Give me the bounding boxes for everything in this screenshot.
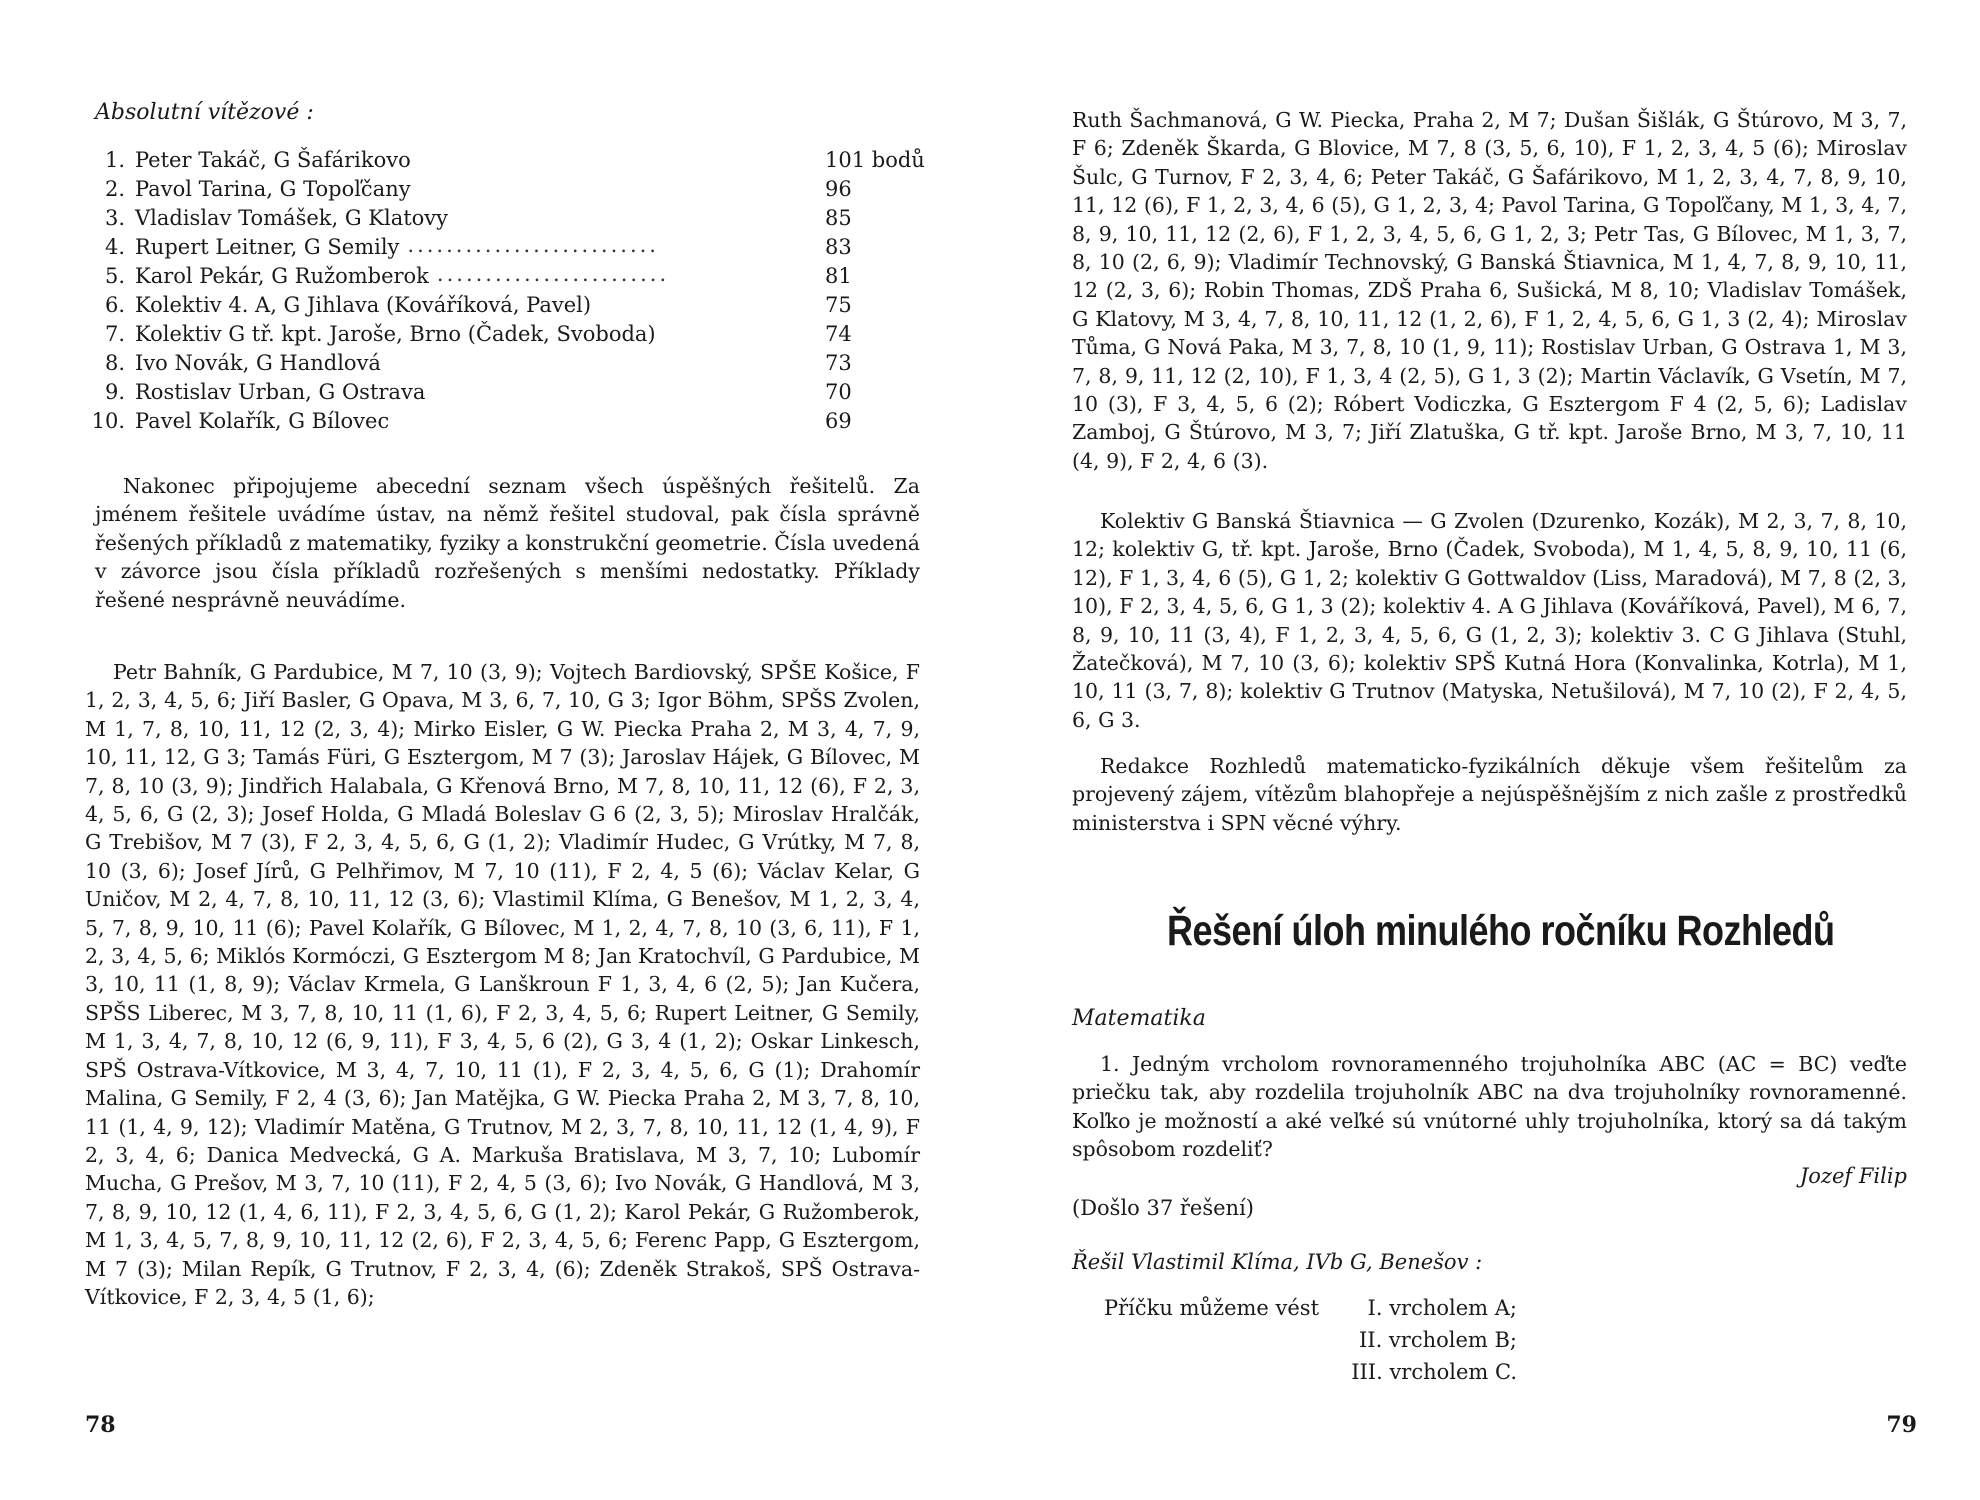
- winner-row: [85, 175, 925, 204]
- winner-row: [85, 320, 925, 349]
- winner-rank: 1.: [104, 148, 125, 172]
- winner-name: Karol Pekár, G Ružomberok: [135, 264, 429, 288]
- collectives-paragraph: Kolektiv G Banská Štiavnica — G Zvolen (Dzurenko, Kozák), M 2, 3, 7, 8, 10, 12; kolektiv G, tř. kpt. Jaroše, Brno (Čadek, Svoboda), M 1, 4, 5, 8, 9, 10, 11 (6, 12), F 1, 3, 4, 6 (5), G 1, 2; kolektiv G Gottwaldov (Liss, Maradová), M 7, 8 (2, 3, 10), F 2, 3, 4, 5, 6, G 1, 3 (2); kolektiv 4. A G Jihlava (Kováříková, Pavel), M 6, 7, 8, 9, 10, 11 (3, 4), F 1, 2, 3, 4, 5, 6, G (1, 2, 3); kolektiv 3. C G Jihlava (Stuhl, Žatečková), M 7, 10 (3, 6); kolektiv SPŠ Kutná Hora (Konvalinka, Kotrla), M 1, 10, 11 (3, 7, 8); kolektiv G Trutnov (Matyska, Netušilová), M 7, 10 (2), F 2, 4, 5, 6, G 3.: [1072, 509, 1907, 732]
- winner-rank: 2.: [104, 177, 125, 201]
- winners-list: [85, 146, 925, 436]
- winner-score: 75: [825, 293, 852, 317]
- winner-score: 70: [825, 380, 852, 404]
- winner-name: Kolektiv G tř. kpt. Jaroše, Brno (Čadek, Svoboda): [135, 322, 656, 346]
- solved-by: Řešil Vlastimil Klíma, IVb G, Benešov :: [1072, 1250, 1483, 1274]
- winner-row: [85, 233, 925, 262]
- winner-row: [85, 349, 925, 378]
- winner-score: 74: [825, 322, 852, 346]
- winner-leader-dots: ........................: [436, 262, 670, 286]
- problem-statement: 1. Jedným vrcholom rovnoramenného trojuholníka ABC (AC = BC) veďte priečku tak, aby rozdelila trojuholník ABC na dva trojuholníky rovnoramenné. Koľko je možností a aké veľké sú vnútorné uhly trojuholníka, ktorý sa dá takým spôsobom rozdeliť?: [1072, 1052, 1907, 1162]
- winner-rank: 6.: [104, 293, 125, 317]
- solvers-list-left: Petr Bahník, G Pardubice, M 7, 10 (3, 9); Vojtech Bardiovský, SPŠE Košice, F 1, 2, 3, 4, 5, 6; Jiří Basler, G Opava, M 3, 6, 7, 10, G 3; Igor Böhm, SPŠS Zvolen, M 1, 7, 8, 10, 11, 12 (2, 3, 4); Mirko Eisler, G W. Piecka Praha 2, M 3, 4, 7, 9, 10, 11, 12, G 3; Tamás Füri, G Esztergom, M 7 (3); Jaroslav Hájek, G Bílovec, M 7, 8, 10 (3, 9); Jindřich Halabala, G Křenová Brno, M 7, 8, 10, 11, 12 (6), F 2, 3, 4, 5, 6, G (2, 3); Josef Holda, G Mladá Boleslav G 6 (2, 3, 5); Miroslav Hralčák, G Trebišov, M 7 (3), F 2, 3, 4, 5, 6, G (1, 2); Vladimír Hudec, G Vrútky, M 7, 8, 10 (3, 6); Josef Jírů, G Pelhřimov, M 7, 10 (11), F 2, 4, 5 (6); Václav Kelar, G Uničov, M 2, 4, 7, 8, 10, 11, 12 (3, 6); Vlastimil Klíma, G Benešov, M 1, 2, 3, 4, 5, 7, 8, 9, 10, 11 (6); Pavel Kolařík, G Bílovec, M 1, 2, 4, 7, 8, 10 (3, 6, 11), F 1, 2, 3, 4, 5, 6; Miklós Kormóczi, G Esztergom M 8; Jan Kratochvíl, G Pardubice, M 3, 10, 11 (1, 8, 9); Václav Krmela, G Lanškroun F 1, 3, 4, 6 (2, 5); Jan Kučera, SPŠS Liberec, M 3, 7, 8, 10, 11 (1, 6), F 2, 3, 4, 5, 6; Rupert Leitner, G Semily, M 1, 3, 4, 7, 8, 10, 12 (6, 9, 11), F 3, 4, 5, 6 (2), G 3, 4 (1, 2); Oskar Linkesch, SPŠ Ostrava-Vítkovice, M 3, 4, 7, 10, 11 (1), F 2, 3, 4, 5, 6, G (1); Drahomír Malina, G Semily, F 2, 4 (3, 6); Jan Matějka, G W. Piecka Praha 2, M 3, 7, 8, 10, 11 (1, 4, 9, 12); Vladimír Matěna, G Trutnov, M 2, 3, 7, 8, 10, 11, 12 (1, 4, 9), F 2, 3, 4, 6; Danica Medvecká, G A. Markuša Bratislava, M 3, 7, 10; Lubomír Mucha, G Prešov, M 3, 7, 10 (11), F 2, 4, 5 (3, 6); Ivo Novák, G Handlová, M 3, 7, 8, 9, 10, 12 (1, 4, 6, 11), F 2, 3, 4, 5, 6, G (1, 2); Karol Pekár, G Ružomberok, M 1, 3, 4, 5, 7, 8, 9, 10, 11, 12 (2, 6), F 2, 3, 4, 5, 6; Ferenc Papp, G Esztergom, M 7 (3); Milan Repík, G Trutnov, F 2, 3, 4, (6); Zdeněk Strakoš, SPŠ Ostrava-Vítkovice, F 2, 3, 4, 5 (1, 6);: [85, 660, 920, 1309]
- winner-row: [85, 291, 925, 320]
- page-number-left: 78: [85, 1412, 116, 1438]
- problem-author: Jozef Filip: [1799, 1164, 1907, 1188]
- winner-name: Pavol Tarina, G Topoľčany: [135, 177, 411, 201]
- winner-score: 96: [825, 177, 852, 201]
- left-page: [85, 0, 925, 1500]
- subject-heading: Matematika: [1072, 1006, 1206, 1031]
- winner-row: [85, 407, 925, 436]
- cross-options: [1317, 1292, 1517, 1388]
- winner-row: [85, 146, 925, 175]
- winner-score: 101 bodů: [825, 148, 925, 172]
- winner-rank: 3.: [104, 206, 125, 230]
- winner-score: 85: [825, 206, 852, 230]
- winner-name: Ivo Novák, G Handlová: [135, 351, 381, 375]
- cross-option: I. vrcholem A;: [1367, 1296, 1517, 1320]
- section-title: Řešení úloh minulého ročníku Rozhledů: [1167, 906, 1835, 955]
- thanks-paragraph: Redakce Rozhledů matematicko-fyzikálních děkuje všem řešitelům za projevený zájem, vítězům blahopřeje a nejúspěšnějším z nich zašle z prostředků ministerstva i SPN věcné výhry.: [1072, 754, 1907, 835]
- cross-intro: Příčku můžeme vést: [1104, 1296, 1320, 1320]
- winner-leader-dots: ..........................: [407, 233, 659, 257]
- winner-score: 73: [825, 351, 852, 375]
- winner-score: 81: [825, 264, 852, 288]
- winner-name: Peter Takáč, G Šafárikovo: [135, 148, 411, 172]
- solution-count: (Došlo 37 řešení): [1072, 1196, 1254, 1220]
- winner-rank: 9.: [104, 380, 125, 404]
- solvers-list-right: Ruth Šachmanová, G W. Piecka, Praha 2, M 7; Dušan Šišlák, G Štúrovo, M 3, 7, F 6; Zdeněk Škarda, G Blovice, M 7, 8 (3, 5, 6, 10), F 1, 2, 3, 4, 5 (6); Miroslav Šulc, G Turnov, F 2, 3, 4, 6; Peter Takáč, G Šafárikovo, M 1, 2, 3, 4, 7, 8, 9, 10, 11, 12 (6), F 1, 2, 3, 4, 6 (5), G 1, 2, 3, 4; Pavol Tarina, G Topoľčany, M 1, 3, 4, 7, 8, 9, 10, 11, 12 (2, 6), F 1, 2, 3, 4, 5, 6, G 1, 2, 3; Petr Tas, G Bílovec, M 1, 3, 7, 8, 10 (2, 6, 9); Vladimír Technovský, G Banská Štiavnica, M 1, 4, 7, 8, 9, 10, 11, 12 (2, 3, 6); Robin Thomas, ZDŠ Praha 6, Sušická, M 8, 10; Vladislav Tomášek, G Klatovy, M 3, 4, 7, 8, 10, 11, 12 (1, 2, 6), F 1, 2, 4, 5, 6, G 1, 3 (2, 4); Miroslav Tůma, G Nová Paka, M 3, 7, 8, 10 (1, 9, 11); Rostislav Urban, G Ostrava 1, M 3, 7, 8, 9, 11, 12 (2, 10), F 1, 3, 4 (2, 5), G 1, 3 (2); Martin Václavík, G Vsetín, M 7, 10 (3), F 3, 4, 5, 6 (2); Róbert Vodiczka, G Esztergom F 4 (2, 5, 6); Ladislav Zamboj, G Štúrovo, M 3, 7; Jiří Zlatuška, G tř. kpt. Jaroše Brno, M 3, 7, 10, 11 (4, 9), F 2, 4, 6 (3).: [1072, 108, 1907, 473]
- cross-option: III. vrcholem C.: [1351, 1360, 1517, 1384]
- right-page: [1072, 0, 1917, 1500]
- winner-rank: 10.: [91, 409, 125, 433]
- winner-name: Pavel Kolařík, G Bílovec: [135, 409, 390, 433]
- winner-score: 83: [825, 235, 852, 259]
- winner-rank: 7.: [104, 322, 125, 346]
- winner-name: Rostislav Urban, G Ostrava: [135, 380, 426, 404]
- winner-rank: 4.: [104, 235, 125, 259]
- intro-paragraph: Nakonec připojujeme abecední seznam všech úspěšných řešitelů. Za jménem řešitele uvádíme ústav, na němž řešitel studoval, pak čísla správně řešených příkladů z matematiky, fyziky a konstrukční geometrie. Čísla uvedená v závorce jsou čísla příkladů rozřešených s menšími nedostatky. Příklady řešené nesprávně neuvádíme.: [95, 474, 920, 612]
- winner-name: Kolektiv 4. A, G Jihlava (Kováříková, Pavel): [135, 293, 592, 317]
- winner-name: Rupert Leitner, G Semily: [135, 235, 400, 259]
- winners-heading: Absolutní vítězové :: [95, 100, 314, 125]
- winner-row: [85, 204, 925, 233]
- winner-score: 69: [825, 409, 852, 433]
- winner-rank: 8.: [104, 351, 125, 375]
- winner-row: [85, 262, 925, 291]
- winner-row: [85, 378, 925, 407]
- page-number-right: 79: [1886, 1412, 1917, 1438]
- cross-option: II. vrcholem B;: [1358, 1328, 1517, 1352]
- winner-name: Vladislav Tomášek, G Klatovy: [135, 206, 449, 230]
- winner-rank: 5.: [104, 264, 125, 288]
